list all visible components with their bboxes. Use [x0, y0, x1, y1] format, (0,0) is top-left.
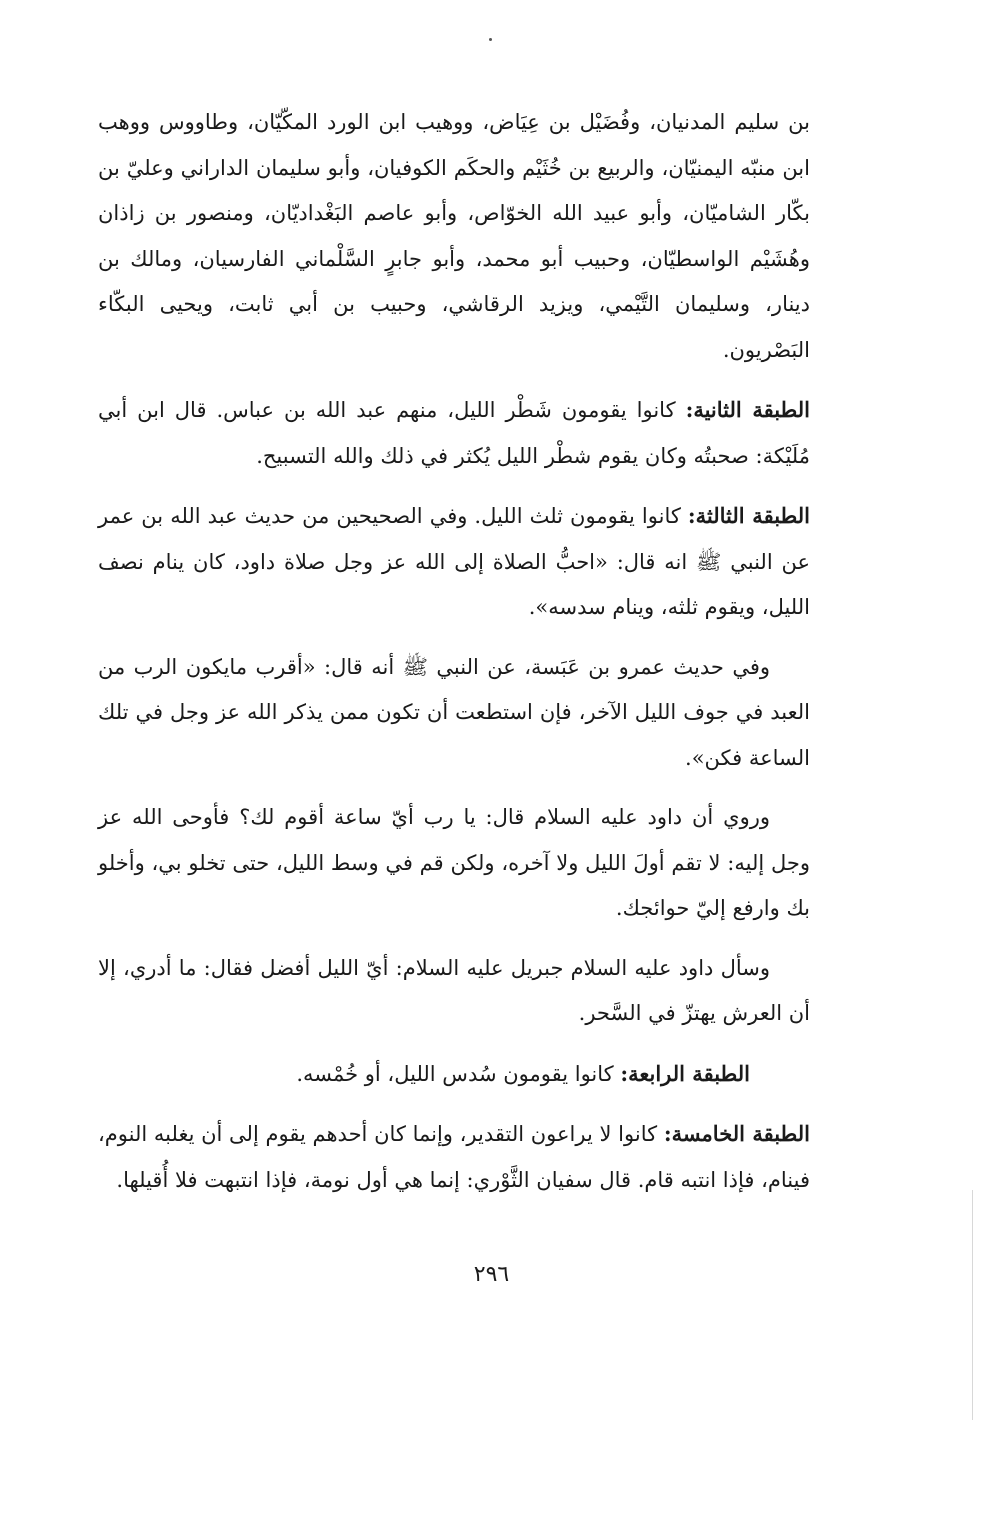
paragraph-text: كانوا يقومون شَطْر الليل، منهم عبد الله بن عباس. قال ابن أبي مُلَيْكة: صحبتُه وكان يقوم شطْر الليل يُكثر في ذلك والله التسبيح.: [98, 398, 810, 468]
section-heading: الطبقة الرابعة:: [620, 1060, 750, 1086]
paragraph-text: كانوا لا يراعون التقدير، وإنما كان أحدهم يقوم إلى أن يغلبه النوم، فينام، فإذا انتبه قام. قال سفيان الثَّوْري: إنما هي أول نومة، فإذا انتبهت فلا أُقيلها.: [98, 1122, 810, 1192]
section-heading: الطبقة الثالثة:: [687, 503, 810, 528]
paragraph-text: كانوا يقومون ثلث الليل. وفي الصحيحين من حديث عبد الله بن عمر عن النبي ﷺ انه قال: «احبُّ الصلاة إلى الله عز وجل صلاة داود، كان ينام نصف الليل، ويقوم ثلثه، وينام سدسه».: [98, 504, 810, 619]
section-heading: الطبقة الثانية:: [685, 397, 811, 422]
paragraph-3: [98, 493, 810, 631]
paragraph-8: [98, 1111, 810, 1203]
paragraph-text: وسأل داود عليه السلام جبريل عليه السلام: أيّ الليل أفضل فقال: ما أدري، إلا أن العرش يهتزّ في السَّحر.: [98, 955, 810, 1025]
paragraph-text: وروي أن داود عليه السلام قال: يا رب أيّ ساعة أقوم لك؟ فأوحى الله عز وجل إليه: لا تقم أولَ الليل ولا آخره، ولكن قم في وسط الليل، حتى تخلو بي، وأخلو بك وارفع إليّ حوائجك.: [98, 805, 810, 920]
page-number: ٢٩٦: [473, 1262, 510, 1287]
paragraph-6: [98, 946, 810, 1037]
paragraph-text: وفي حديث عمرو بن عَبَسة، عن النبي ﷺ أنه قال: «أقرب مايكون الرب من العبد في جوف الليل الآخر، فإن استطعت أن تكون ممن يذكر الله عز وجل في تلك الساعة فكن».: [98, 654, 810, 770]
paragraph-text: بن سليم المدنيان، وفُضَيْل بن عِيَاض، ووهيب ابن الورد المكّيّان، وطاووس ووهب ابن منبّه اليمنيّان، والربيع بن خُثَيْم والحكَم الكوفيان، وأبو سليمان الداراني وعليّ بن بكّار الشاميّان، وأبو عبيد الله الخوّاص، وأبو عاصم البَغْداديّان، ومنصور بن زاذان وهُشَيْم الواسطيّان، وحبيب أبو محمد، وأبو جابرٍ السَّلْماني الفارسيان، ومالك بن دينار، وسليمان التَّيْمي، ويزيد الرقاشي، وحبيب بن أبي ثابت، ويحيى البكّاء البَصْريون.: [98, 110, 810, 362]
paragraph-5: [98, 795, 810, 932]
page-edge-line: [972, 1190, 973, 1420]
paragraph-text: كانوا يقومون سُدس الليل، أو خُمْسه.: [296, 1061, 621, 1086]
body-text: [98, 100, 810, 1217]
print-mark: [489, 38, 492, 41]
section-heading: الطبقة الخامسة:: [663, 1121, 810, 1146]
paragraph-7: [98, 1051, 810, 1098]
paragraph-4: [98, 645, 810, 782]
paragraph-2: [98, 387, 810, 479]
paragraph-1: [98, 100, 810, 373]
